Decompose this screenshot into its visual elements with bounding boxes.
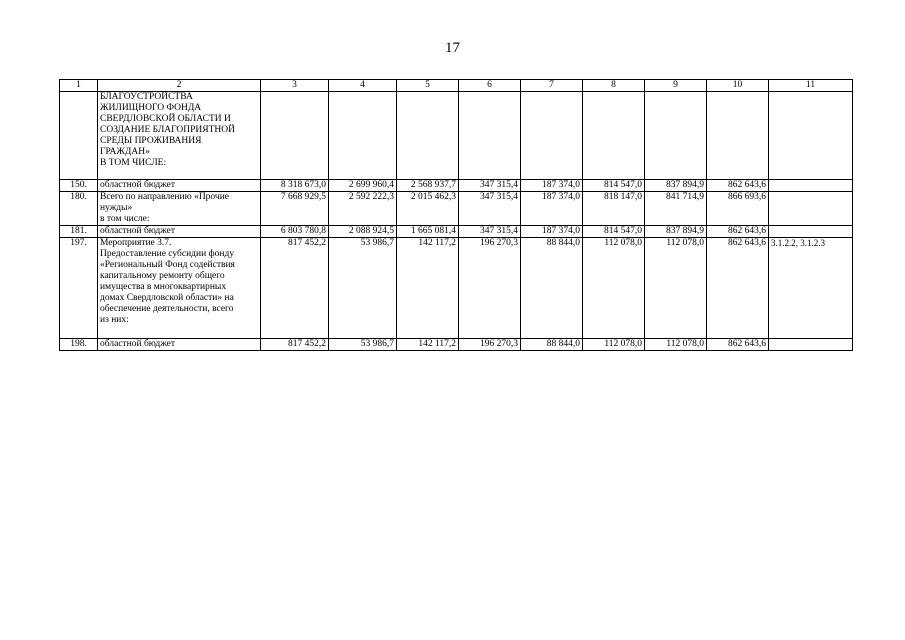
value-cell: 142 117,2 <box>397 339 459 351</box>
row-label-line: СОЗДАНИЕ БЛАГОПРИЯТНОЙ <box>100 125 235 135</box>
column-header: 10 <box>707 80 769 92</box>
row-label <box>98 226 261 238</box>
value-cell: 88 844,0 <box>521 238 583 339</box>
value-cell <box>645 92 707 180</box>
value-cell: 2 592 222,3 <box>329 192 397 226</box>
column-header: 11 <box>769 80 853 92</box>
column-header: 5 <box>397 80 459 92</box>
row-label <box>98 92 261 180</box>
value-cell <box>459 92 521 180</box>
value-cell: 53 986,7 <box>329 238 397 339</box>
table-row <box>60 226 853 238</box>
value-cell <box>707 92 769 180</box>
row-label-line: из них: <box>100 315 129 325</box>
reference-cell <box>769 192 853 226</box>
row-label-line: Мероприятие 3.7. <box>100 238 172 248</box>
table-row <box>60 339 853 351</box>
row-label-line: областной бюджет <box>100 339 176 349</box>
row-label-line: нужды» <box>100 203 133 213</box>
row-label-line: в том числе: <box>100 214 150 224</box>
column-header: 4 <box>329 80 397 92</box>
row-label-line: домах Свердловской области» на <box>100 293 234 303</box>
table-row <box>60 180 853 192</box>
value-cell: 817 452,2 <box>261 339 329 351</box>
value-cell: 347 315,4 <box>459 192 521 226</box>
column-header: 7 <box>521 80 583 92</box>
value-cell: 196 270,3 <box>459 339 521 351</box>
value-cell: 53 986,7 <box>329 339 397 351</box>
value-cell: 112 078,0 <box>583 339 645 351</box>
value-cell: 112 078,0 <box>583 238 645 339</box>
column-header: 9 <box>645 80 707 92</box>
value-cell: 2 088 924,5 <box>329 226 397 238</box>
table-row <box>60 92 853 180</box>
row-label-line: СВЕРДЛОВСКОЙ ОБЛАСТИ И <box>100 114 231 124</box>
row-label-line: ГРАЖДАН» <box>100 147 150 157</box>
value-cell <box>261 92 329 180</box>
row-label-line: капитальному ремонту общего <box>100 271 225 281</box>
value-cell: 862 643,6 <box>707 238 769 339</box>
value-cell: 8 318 673,0 <box>261 180 329 192</box>
row-label-line: имущества в многоквартирных <box>100 282 227 292</box>
value-cell <box>583 92 645 180</box>
value-cell: 866 693,6 <box>707 192 769 226</box>
reference-cell <box>769 226 853 238</box>
value-cell: 814 547,0 <box>583 180 645 192</box>
row-label-line: Всего по направлению «Прочие <box>100 192 230 202</box>
value-cell: 187 374,0 <box>521 180 583 192</box>
row-label-line: областной бюджет <box>100 226 176 236</box>
value-cell: 88 844,0 <box>521 339 583 351</box>
reference-cell <box>769 92 853 180</box>
row-label <box>98 192 261 226</box>
value-cell: 7 668 929,5 <box>261 192 329 226</box>
row-label <box>98 339 261 351</box>
row-label-line: ЖИЛИЩНОГО ФОНДА <box>100 103 202 113</box>
value-cell <box>329 92 397 180</box>
column-header: 8 <box>583 80 645 92</box>
value-cell: 862 643,6 <box>707 339 769 351</box>
row-label-line: Предоставление субсидии фонду <box>100 249 235 259</box>
value-cell <box>397 92 459 180</box>
row-number: 150. <box>60 180 98 192</box>
row-number: 198. <box>60 339 98 351</box>
value-cell: 112 078,0 <box>645 339 707 351</box>
value-cell: 837 894,9 <box>645 226 707 238</box>
row-number: 180. <box>60 192 98 226</box>
row-label-line: В ТОМ ЧИСЛЕ: <box>100 158 167 168</box>
value-cell: 196 270,3 <box>459 238 521 339</box>
value-cell: 347 315,4 <box>459 226 521 238</box>
value-cell: 837 894,9 <box>645 180 707 192</box>
table-row <box>60 238 853 339</box>
row-label-line: СРЕДЫ ПРОЖИВАНИЯ <box>100 136 202 146</box>
value-cell: 818 147,0 <box>583 192 645 226</box>
value-cell: 817 452,2 <box>261 238 329 339</box>
row-label-line: «Региональный Фонд содействия <box>100 260 235 270</box>
row-label-line: областной бюджет <box>100 180 176 190</box>
value-cell: 862 643,6 <box>707 180 769 192</box>
table-row <box>60 192 853 226</box>
reference-cell <box>769 339 853 351</box>
value-cell: 347 315,4 <box>459 180 521 192</box>
value-cell: 6 803 780,8 <box>261 226 329 238</box>
page-number: 17 <box>445 40 460 56</box>
table-header-row <box>60 80 853 92</box>
value-cell: 2 015 462,3 <box>397 192 459 226</box>
value-cell: 862 643,6 <box>707 226 769 238</box>
value-cell: 112 078,0 <box>645 238 707 339</box>
row-number: 181. <box>60 226 98 238</box>
value-cell: 142 117,2 <box>397 238 459 339</box>
reference-cell: 3.1.2.2, 3.1.2.3 <box>769 238 853 339</box>
reference-cell <box>769 180 853 192</box>
value-cell: 814 547,0 <box>583 226 645 238</box>
value-cell: 1 665 081,4 <box>397 226 459 238</box>
column-header: 3 <box>261 80 329 92</box>
value-cell: 2 568 937,7 <box>397 180 459 192</box>
row-number <box>60 92 98 180</box>
value-cell: 841 714,9 <box>645 192 707 226</box>
row-number: 197. <box>60 238 98 339</box>
budget-table <box>59 79 853 351</box>
row-label <box>98 180 261 192</box>
value-cell: 2 699 960,4 <box>329 180 397 192</box>
row-label-line: обеспечение деятельности, всего <box>100 304 234 314</box>
row-label-line: БЛАГОУСТРОЙСТВА <box>100 92 193 102</box>
value-cell: 187 374,0 <box>521 226 583 238</box>
column-header: 6 <box>459 80 521 92</box>
column-header: 1 <box>60 80 98 92</box>
column-header: 2 <box>98 80 261 92</box>
value-cell <box>521 92 583 180</box>
row-label <box>98 238 261 339</box>
value-cell: 187 374,0 <box>521 192 583 226</box>
